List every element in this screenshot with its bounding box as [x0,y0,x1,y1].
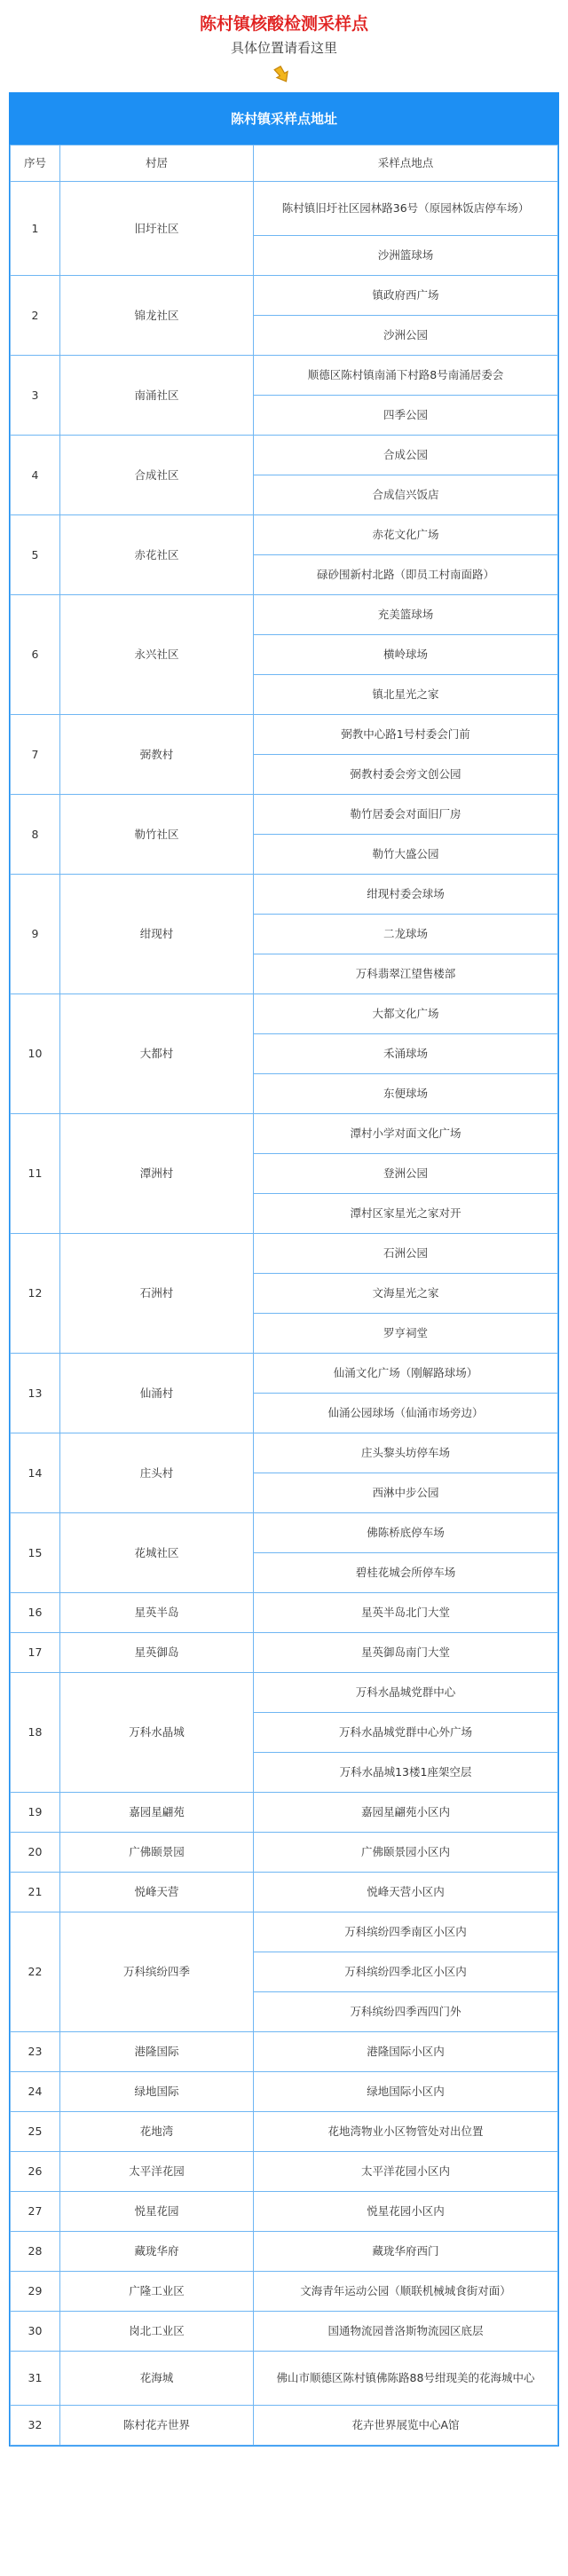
sampling-site: 碧桂花城会所停车场 [254,1553,558,1593]
table-row [11,2112,558,2152]
table-row [11,2312,558,2352]
sampling-site: 大都文化广场 [254,994,558,1034]
sampling-site: 东便球场 [254,1074,558,1114]
community-name: 庄头村 [60,1433,254,1513]
row-number: 20 [11,1833,60,1873]
sampling-site: 西淋中步公园 [254,1473,558,1513]
row-number: 29 [11,2272,60,2312]
row-number: 7 [11,715,60,795]
community-name: 广隆工业区 [60,2272,254,2312]
sampling-site: 悦峰天营小区内 [254,1873,558,1912]
page-title: 陈村镇核酸检测采样点 [199,14,368,34]
community-name: 嘉园星翩苑 [60,1793,254,1833]
sampling-site: 广佛颐景园小区内 [254,1833,558,1873]
community-name: 花海城 [60,2352,254,2406]
community-name: 岗北工业区 [60,2312,254,2352]
sampling-site: 赤花文化广场 [254,515,558,555]
table-row [11,2192,558,2232]
sampling-site: 勒竹大盛公园 [254,835,558,875]
sampling-site: 勒竹居委会对面旧厂房 [254,795,558,835]
table-row [11,1114,558,1154]
sampling-site: 四季公园 [254,396,558,436]
row-number: 31 [11,2352,60,2406]
table-row [11,595,558,635]
row-number: 1 [11,182,60,276]
row-number: 23 [11,2032,60,2072]
table-row [11,2032,558,2072]
row-number: 6 [11,595,60,715]
sampling-site: 悦星花园小区内 [254,2192,558,2232]
sampling-site: 港隆国际小区内 [254,2032,558,2072]
table-row [11,2152,558,2192]
sampling-site: 登洲公园 [254,1154,558,1194]
row-number: 24 [11,2072,60,2112]
pointing-down-hand-icon [0,63,568,86]
sampling-site: 仙涌公园球场（仙涌市场旁边） [254,1394,558,1433]
column-header-community: 村居 [60,145,254,182]
community-name: 广佛颐景园 [60,1833,254,1873]
table-row [11,182,558,236]
sampling-site: 万科缤纷四季西四门外 [254,1992,558,2032]
community-name: 潭洲村 [60,1114,254,1234]
sampling-site: 合成信兴饭店 [254,475,558,515]
community-name: 陈村花卉世界 [60,2406,254,2446]
row-number: 19 [11,1793,60,1833]
table-title: 陈村镇采样点地址 [10,93,558,145]
table-row [11,994,558,1034]
table-row [11,1433,558,1473]
table-row [11,2406,558,2446]
sampling-site: 星英半岛北门大堂 [254,1593,558,1633]
table-row [11,515,558,555]
sampling-site: 充美篮球场 [254,595,558,635]
row-number: 10 [11,994,60,1114]
table-row [11,436,558,475]
community-name: 南涌社区 [60,356,254,436]
table-row [11,1793,558,1833]
sampling-site: 藏珑华府西门 [254,2232,558,2272]
sampling-site: 佛陈桥底停车场 [254,1513,558,1553]
table-body [11,182,558,2446]
table-row [11,1593,558,1633]
table-row [11,875,558,915]
table-row [11,1873,558,1912]
sampling-site: 万科缤纷四季北区小区内 [254,1952,558,1992]
community-name: 悦星花园 [60,2192,254,2232]
row-number: 21 [11,1873,60,1912]
community-name: 悦峰天营 [60,1873,254,1912]
table-row [11,356,558,396]
row-number: 26 [11,2152,60,2192]
community-name: 弼教村 [60,715,254,795]
sampling-site: 庄头黎头坊停车场 [254,1433,558,1473]
sampling-site: 万科水晶城13楼1座架空层 [254,1753,558,1793]
table-row [11,276,558,316]
row-number: 3 [11,356,60,436]
sampling-site: 花卉世界展览中心A馆 [254,2406,558,2446]
sampling-site: 潭村区家星光之家对开 [254,1194,558,1234]
community-name: 星英半岛 [60,1593,254,1633]
column-header-number: 序号 [11,145,60,182]
table-row [11,2232,558,2272]
community-name: 星英御岛 [60,1633,254,1673]
sampling-site: 万科翡翠江望售楼部 [254,954,558,994]
sampling-sites-table-container [9,92,559,2446]
community-name: 锦龙社区 [60,276,254,356]
table-row [11,715,558,755]
community-name: 绀现村 [60,875,254,994]
table-row [11,1912,558,1952]
community-name: 万科缤纷四季 [60,1912,254,2032]
table-row [11,1234,558,1274]
row-number: 27 [11,2192,60,2232]
table-row [11,2072,558,2112]
sampling-site: 国通物流园普洛斯物流园区底层 [254,2312,558,2352]
row-number: 14 [11,1433,60,1513]
sampling-site: 二龙球场 [254,915,558,954]
sampling-site: 万科水晶城党群中心外广场 [254,1713,558,1753]
sampling-site: 弼教村委会旁文创公园 [254,755,558,795]
sampling-site: 弼教中心路1号村委会门前 [254,715,558,755]
sampling-site: 镇北星光之家 [254,675,558,715]
community-name: 旧圩社区 [60,182,254,276]
community-name: 港隆国际 [60,2032,254,2072]
row-number: 22 [11,1912,60,2032]
community-name: 绿地国际 [60,2072,254,2112]
community-name: 花城社区 [60,1513,254,1593]
sampling-site: 石洲公园 [254,1234,558,1274]
community-name: 勒竹社区 [60,795,254,875]
table-row [11,1833,558,1873]
community-name: 合成社区 [60,436,254,515]
row-number: 30 [11,2312,60,2352]
sampling-site: 绿地国际小区内 [254,2072,558,2112]
community-name: 太平洋花园 [60,2152,254,2192]
sampling-site: 文海青年运动公园（顺联机械城食街对面） [254,2272,558,2312]
sampling-site: 太平洋花园小区内 [254,2152,558,2192]
sampling-site: 镇政府西广场 [254,276,558,316]
sampling-site: 沙洲篮球场 [254,236,558,276]
community-name: 大都村 [60,994,254,1114]
table-row [11,1513,558,1553]
row-number: 28 [11,2232,60,2272]
community-name: 花地湾 [60,2112,254,2152]
sampling-site: 禾涌球场 [254,1034,558,1074]
table-header-row [11,145,558,182]
row-number: 11 [11,1114,60,1234]
table-row [11,2272,558,2312]
sampling-site: 沙洲公园 [254,316,558,356]
row-number: 4 [11,436,60,515]
community-name: 永兴社区 [60,595,254,715]
row-number: 13 [11,1354,60,1433]
sampling-site: 花地湾物业小区物管处对出位置 [254,2112,558,2152]
row-number: 32 [11,2406,60,2446]
sampling-site: 碌砂围新村北路（即员工村南面路） [254,555,558,595]
row-number: 18 [11,1673,60,1793]
page-header [0,0,568,92]
community-name: 藏珑华府 [60,2232,254,2272]
row-number: 25 [11,2112,60,2152]
community-name: 仙涌村 [60,1354,254,1433]
row-number: 5 [11,515,60,595]
sampling-site: 合成公园 [254,436,558,475]
sampling-site: 罗亨祠堂 [254,1314,558,1354]
table-row [11,1673,558,1713]
row-number: 9 [11,875,60,994]
row-number: 15 [11,1513,60,1593]
sampling-site: 陈村镇旧圩社区园林路36号（原园林饭店停车场） [254,182,558,236]
sampling-site: 佛山市顺德区陈村镇佛陈路88号绀现美的花海城中心 [254,2352,558,2406]
community-name: 万科水晶城 [60,1673,254,1793]
row-number: 8 [11,795,60,875]
table-row [11,1354,558,1394]
community-name: 石洲村 [60,1234,254,1354]
sampling-site: 万科缤纷四季南区小区内 [254,1912,558,1952]
sampling-site: 绀现村委会球场 [254,875,558,915]
sampling-site: 星英御岛南门大堂 [254,1633,558,1673]
sampling-site: 横岭球场 [254,635,558,675]
table-row [11,1633,558,1673]
sampling-site: 文海星光之家 [254,1274,558,1314]
row-number: 16 [11,1593,60,1633]
page-subtitle: 具体位置请看这里 [230,40,337,56]
sampling-site: 潭村小学对面文化广场 [254,1114,558,1154]
table-row [11,795,558,835]
community-name: 赤花社区 [60,515,254,595]
sampling-sites-table [10,145,558,2446]
sampling-site: 嘉园星翩苑小区内 [254,1793,558,1833]
row-number: 2 [11,276,60,356]
row-number: 12 [11,1234,60,1354]
sampling-site: 顺德区陈村镇南涌下村路8号南涌居委会 [254,356,558,396]
sampling-site: 仙涌文化广场（刚解路球场） [254,1354,558,1394]
column-header-site: 采样点地点 [254,145,558,182]
sampling-site: 万科水晶城党群中心 [254,1673,558,1713]
table-row [11,2352,558,2406]
row-number: 17 [11,1633,60,1673]
